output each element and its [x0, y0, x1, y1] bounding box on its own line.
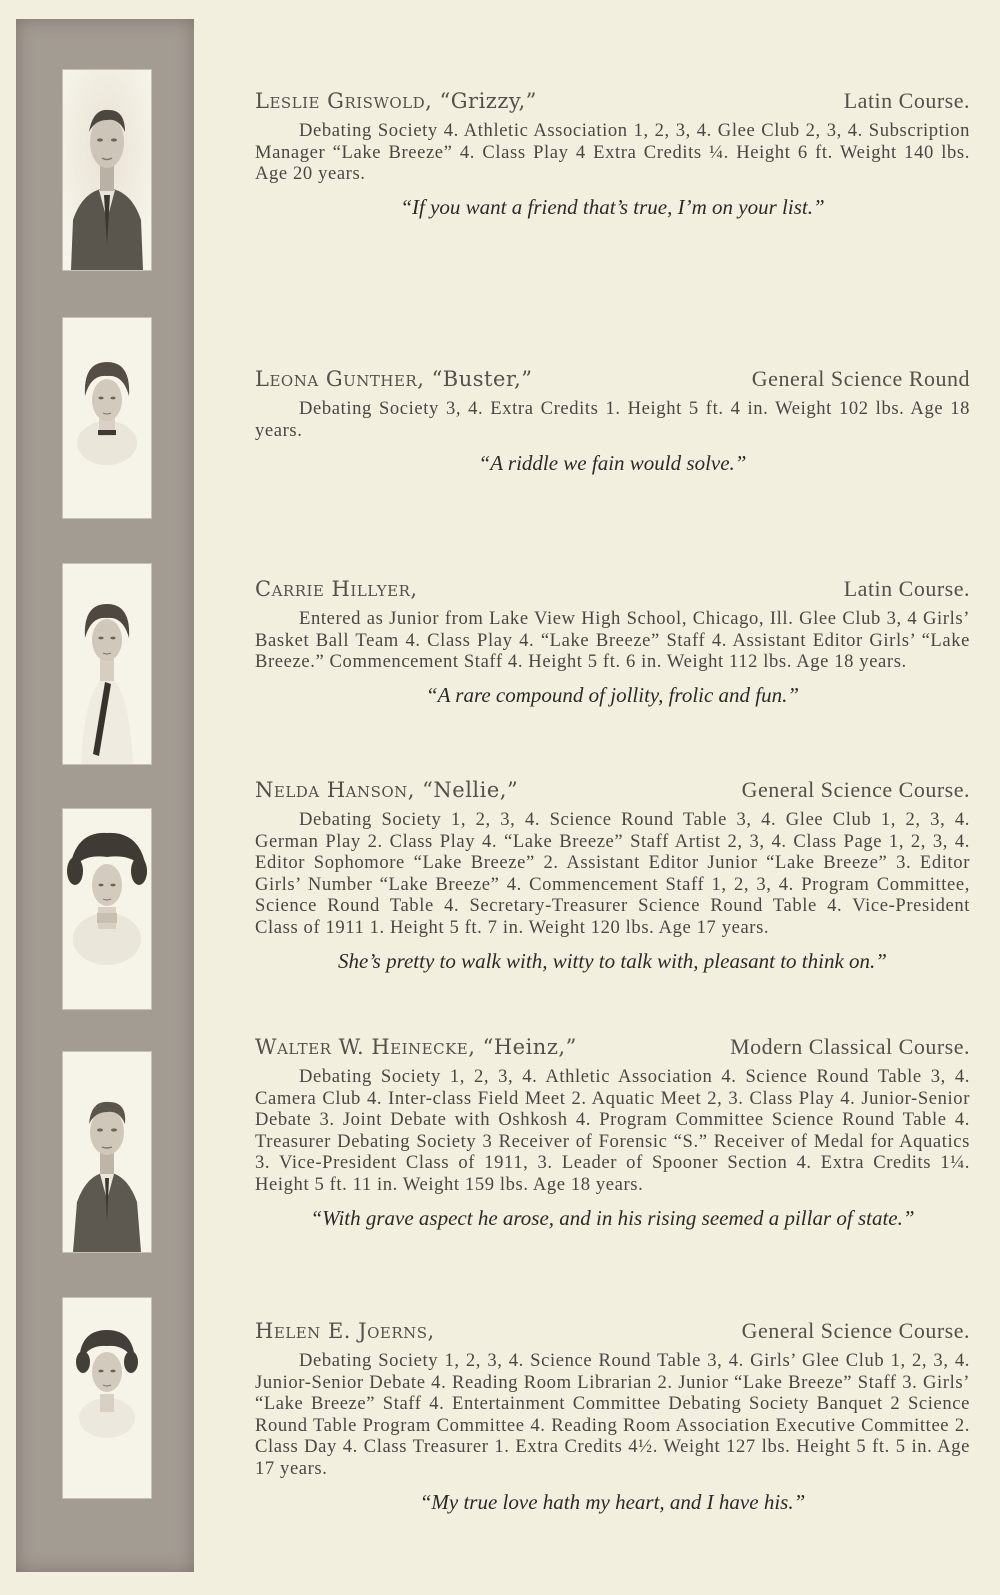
- portrait-strip: [16, 19, 194, 1572]
- student-entry-2: [255, 366, 970, 476]
- entry-header: [255, 1318, 970, 1344]
- portrait-photo-2: [62, 317, 152, 519]
- student-nickname: “Heinz,”: [482, 1035, 577, 1059]
- student-quote: “A riddle we fain would solve.”: [478, 451, 747, 476]
- student-description: Debating Society 3, 4. Extra Credits 1. Height 5 ft. 4 in. Weight 102 lbs. Age 18 years.: [255, 398, 970, 441]
- student-name: Leona Gunther,: [255, 367, 425, 391]
- portrait-photo-4: [62, 808, 152, 1010]
- student-entry-1: [255, 88, 970, 220]
- student-description: Debating Society 1, 2, 3, 4. Science Round Table 3, 4. Girls’ Glee Club 1, 2, 3, 4. Junior-Senior Debate 4. Reading Room Librarian 2. Junior “Lake Breeze” Staff 3. Girls’ “Lake Breeze” Staff 4. Entertainment Committee Debating Society Banquet 2 Science Round Table Program Committee 4. Reading Room Association Executive Committee 2. Class Day 4. Class Treasurer 1. Extra Credits 4½. Weight 127 lbs. Height 5 ft. 5 in. Age 17 years.: [255, 1350, 970, 1479]
- student-description: Entered as Junior from Lake View High School, Chicago, Ill. Glee Club 3, 4 Girls’ Basket Ball Team 4. Class Play 4. “Lake Breeze” Staff 4. Assistant Editor Girls’ “Lake Breeze.” Commencement Staff 4. Height 5 ft. 6 in. Weight 112 lbs. Age 18 years.: [255, 608, 970, 673]
- student-name: Nelda Hanson,: [255, 778, 415, 802]
- student-entry-6: [255, 1318, 970, 1515]
- student-entry-4: [255, 777, 970, 974]
- student-name: Leslie Griswold,: [255, 89, 433, 113]
- student-entry-3: [255, 576, 970, 708]
- student-quote: She’s pretty to walk with, witty to talk with, pleasant to think on.”: [338, 948, 887, 973]
- student-description: Debating Society 1, 2, 3, 4. Science Round Table 3, 4. Glee Club 1, 2, 3, 4. German Play 2. Class Play 4. “Lake Breeze” Staff Artist 2, 3, 4. Class Page 1, 2, 3, 4. Editor Sophomore “Lake Breeze” 2. Assistant Editor Junior “Lake Breeze” 3. Editor Girls’ Number “Lake Breeze” 4. Commencement Staff 1, 2, 3, 4. Program Committee, Science Round Table 4. Secretary-Treasurer Science Round Table 4. Vice-President Class of 1911 1. Height 5 ft. 7 in. Weight 120 lbs. Age 17 years.: [255, 809, 970, 938]
- entry-header: [255, 1034, 970, 1060]
- portrait-photo-5: [62, 1051, 152, 1253]
- entry-header: [255, 366, 970, 392]
- portrait-photo-3: [62, 563, 152, 765]
- entry-header: [255, 576, 970, 602]
- student-nickname: “Grizzy,”: [439, 89, 537, 113]
- student-nickname: “Buster,”: [431, 367, 533, 391]
- student-quote: “With grave aspect he arose, and in his rising seemed a pillar of state.”: [310, 1205, 915, 1230]
- portrait-photo-1: [62, 69, 152, 271]
- entry-header: [255, 777, 970, 803]
- student-name: Carrie Hillyer,: [255, 577, 418, 601]
- student-course: General Science Course.: [741, 1318, 970, 1343]
- portrait-photo-6: [62, 1297, 152, 1499]
- student-quote: “My true love hath my heart, and I have his.”: [419, 1489, 806, 1514]
- student-course: Latin Course.: [843, 576, 970, 601]
- student-description: Debating Society 4. Athletic Association 1, 2, 3, 4. Glee Club 2, 3, 4. Subscription Manager “Lake Breeze” 4. Class Play 4 Extra Credits ¼. Height 6 ft. Weight 140 lbs. Age 20 years.: [255, 120, 970, 185]
- student-nickname: “Nellie,”: [422, 778, 519, 802]
- student-name: Helen E. Joerns,: [255, 1319, 435, 1343]
- student-description: Debating Society 1, 2, 3, 4. Athletic Association 4. Science Round Table 3, 4. Camera Club 4. Inter-class Field Meet 2. Aquatic Meet 2, 3. Class Play 4. Junior-Senior Debate 3. Joint Debate with Oshkosh 4. Program Committee Science Round Table 4. Treasurer Debating Society 3 Receiver of Forensic “S.” Receiver of Medal for Aquatics 3. Vice-President Class of 1911, 3. Leader of Spooner Section 4. Extra Credits 1¼. Height 5 ft. 11 in. Weight 159 lbs. Age 18 years.: [255, 1066, 970, 1195]
- student-course: Modern Classical Course.: [730, 1034, 970, 1059]
- student-quote: “If you want a friend that’s true, I’m on your list.”: [400, 194, 825, 219]
- student-course: Latin Course.: [843, 88, 970, 113]
- student-course: General Science Round: [751, 366, 970, 391]
- student-quote: “A rare compound of jollity, frolic and fun.”: [425, 682, 800, 707]
- entry-header: [255, 88, 970, 114]
- student-name: Walter W. Heinecke,: [255, 1035, 476, 1059]
- student-course: General Science Course.: [741, 777, 970, 802]
- student-entry-5: [255, 1034, 970, 1231]
